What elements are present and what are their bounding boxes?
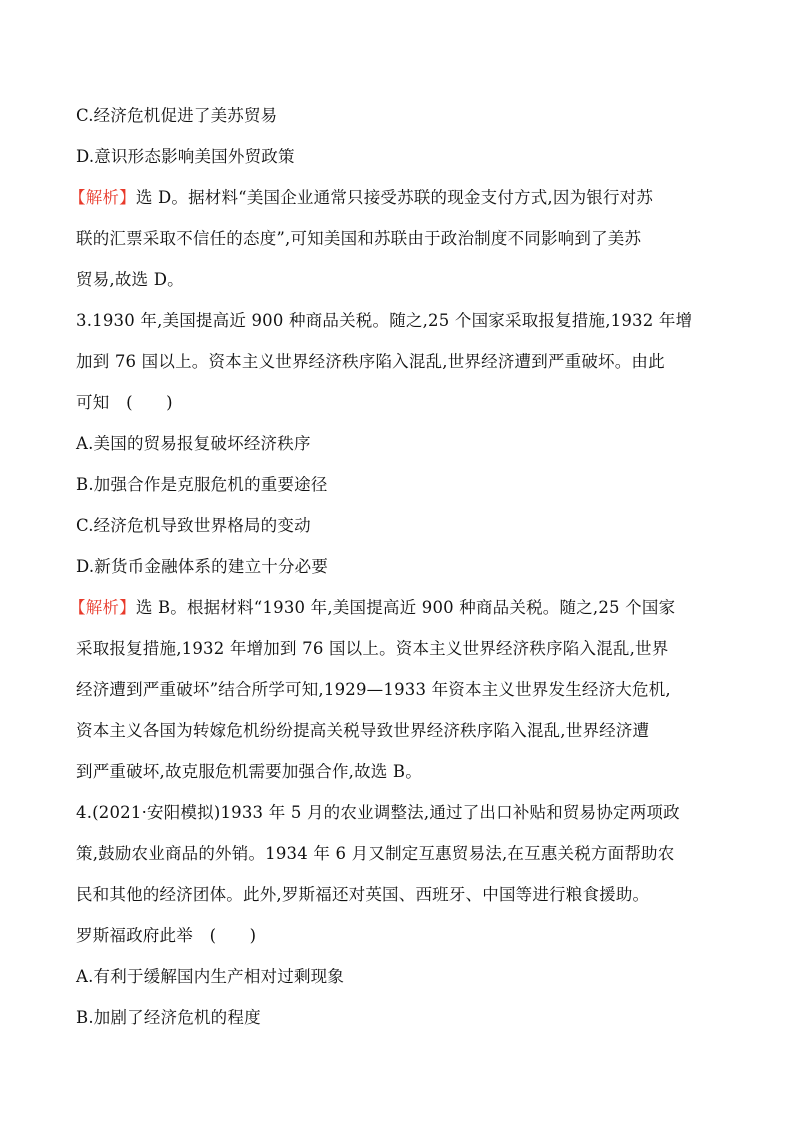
q4-stem-line-1: 4.(2021·安阳模拟)1933 年 5 月的农业调整法,通过了出口补贴和贸易协定两项政 (76, 803, 680, 822)
q3-stem-line-2: 加到 76 国以上。资本主义世界经济秩序陷入混乱,世界经济遭到严重破坏。由此 (76, 352, 665, 371)
q3-stem-line-1: 3.1930 年,美国提高近 900 种商品关税。随之,25 个国家采取报复措施,1932 年增 (76, 311, 693, 330)
q2-option-d: D.意识形态影响美国外贸政策 (76, 147, 295, 166)
q3-option-c: C.经济危机导致世界格局的变动 (76, 516, 311, 535)
q2-analysis-line-1: 【解析】选 D。据材料“美国企业通常只接受苏联的现金支付方式,因为银行对苏 (69, 188, 654, 207)
q3-option-d: D.新货币金融体系的建立十分必要 (76, 557, 329, 576)
q3-option-b: B.加强合作是克服危机的重要途径 (76, 475, 328, 494)
q3-analysis-line-2: 采取报复措施,1932 年增加到 76 国以上。资本主义世界经济秩序陷入混乱,世界 (76, 639, 669, 658)
q2-analysis-line-3: 贸易,故选 D。 (76, 270, 184, 289)
q4-option-a: A.有利于缓解国内生产相对过剩现象 (76, 967, 345, 986)
q4-stem-line-3: 民和其他的经济团体。此外,罗斯福还对英国、西班牙、中国等进行粮食援助。 (76, 885, 650, 904)
q2-option-c: C.经济危机促进了美苏贸易 (76, 106, 278, 125)
q3-analysis-line-3: 经济遭到严重破坏”结合所学可知,1929—1933 年资本主义世界发生经济大危机, (76, 680, 671, 699)
q3-analysis-line-5: 到严重破坏,故克服危机需要加强合作,故选 B。 (76, 762, 422, 781)
q2-analysis-line-2: 联的汇票采取不信任的态度”,可知美国和苏联由于政治制度不同影响到了美苏 (76, 229, 642, 248)
q3-stem-line-3: 可知 ( ) (76, 393, 173, 412)
analysis-tag: 【解析】 (69, 598, 136, 617)
q3-option-a: A.美国的贸易报复破坏经济秩序 (76, 434, 311, 453)
q3-analysis-line-4: 资本主义各国为转嫁危机纷纷提高关税导致世界经济秩序陷入混乱,世界经济遭 (76, 721, 650, 740)
analysis-tag: 【解析】 (69, 188, 136, 207)
q4-stem-line-4: 罗斯福政府此举 ( ) (76, 926, 257, 945)
q4-stem-line-2: 策,鼓励农业商品的外销。1934 年 6 月又制定互惠贸易法,在互惠关税方面帮助农 (76, 844, 675, 863)
q3-analysis-line-1: 【解析】选 B。根据材料“1930 年,美国提高近 900 种商品关税。随之,25 个国家 (69, 598, 676, 617)
q4-option-b: B.加剧了经济危机的程度 (76, 1008, 261, 1027)
